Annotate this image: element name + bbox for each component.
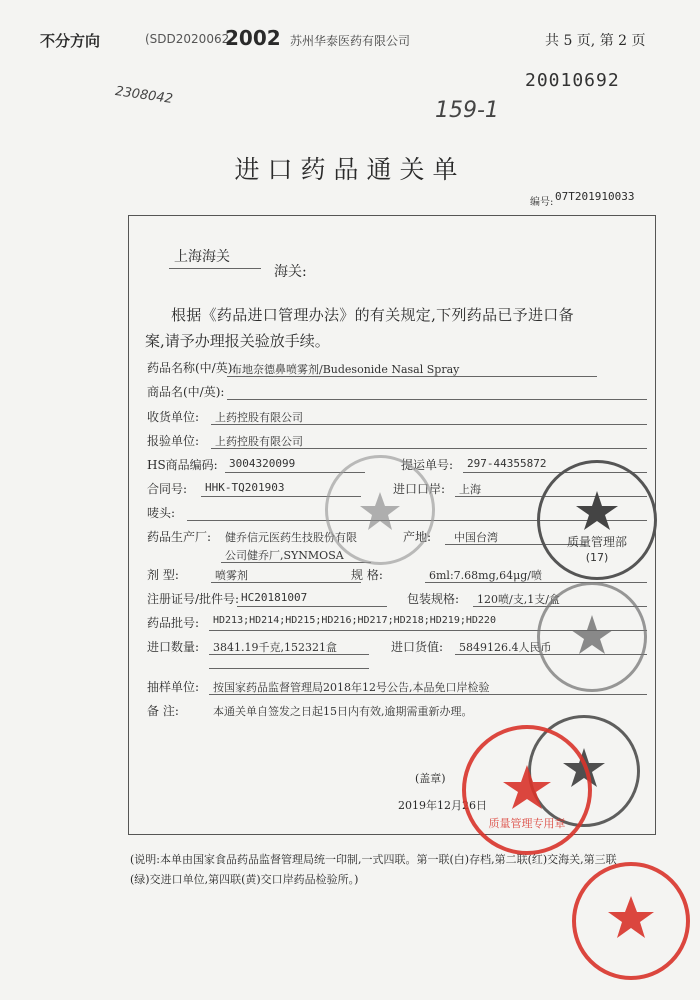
- orientation-note: 不分方向: [40, 32, 101, 50]
- spec-value: 6ml:7.68mg,64μg/喷: [429, 569, 543, 582]
- shangyao-seal-num: (17): [585, 551, 609, 564]
- serial-label: 编号:: [530, 197, 554, 208]
- import-port-label: 进口口岸:: [393, 482, 446, 496]
- hs-code-value: 3004320099: [229, 457, 296, 470]
- consignee-value: 上药控股有限公司: [215, 411, 303, 424]
- sampling-line: [209, 694, 647, 695]
- quantity-label: 进口数量:: [147, 640, 200, 654]
- intro-line-2: 案,请予办理报关验放手续。: [145, 332, 330, 350]
- remark-value: 本通关单自签发之日起15日内有效,逾期需重新办理。: [213, 705, 473, 718]
- drug-name-label: 药品名称(中/英):: [147, 361, 237, 375]
- quantity-extra-line: [209, 668, 369, 669]
- document-code-prefix: (SDD2020062: [145, 32, 230, 46]
- quantity-value: 3841.19千克,152321盒: [213, 641, 337, 654]
- declarer-value: 上药控股有限公司: [215, 435, 303, 448]
- suzhou-red-seal: [572, 862, 690, 980]
- shangyao-seal-center: 质量管理部: [566, 535, 627, 549]
- bill-no-value: 297-44355872: [467, 457, 547, 470]
- package-spec-value: 120喷/支,1支/盒: [477, 593, 560, 606]
- customs-underline: [169, 268, 261, 269]
- value-value: 5849126.4人民币: [459, 641, 552, 654]
- spec-line: [425, 582, 647, 583]
- manufacturer-value-1: 健乔信元医药生技股份有限: [225, 531, 357, 544]
- import-port-value: 上海: [459, 483, 481, 496]
- manufacturer-label: 药品生产厂:: [147, 530, 212, 544]
- handwritten-note-left: 2308042: [114, 84, 174, 107]
- document-code-year: 2002: [225, 26, 281, 50]
- contract-value: HHK-TQ201903: [205, 481, 285, 494]
- chongqing-red-seal: [462, 725, 592, 855]
- reg-no-label: 注册证号/批件号:: [147, 592, 240, 606]
- dosage-form-value: 喷雾剂: [215, 569, 248, 582]
- consignee-label: 收货单位:: [147, 410, 200, 424]
- value-label: 进口货值:: [391, 640, 444, 654]
- chongqing-seal-center: 质量管理专用章: [488, 817, 566, 830]
- intro-line-1: 根据《药品进口管理办法》的有关规定,下列药品已予进口备: [171, 306, 574, 324]
- trade-name-line: [227, 399, 647, 400]
- origin-label: 产地:: [403, 530, 432, 544]
- document-title: 进口药品通关单: [234, 155, 466, 184]
- spec-label: 规 格:: [351, 568, 383, 582]
- consignee-line: [211, 424, 647, 425]
- shangyao-quality-seal: [537, 460, 657, 580]
- marks-label: 唛头:: [147, 506, 176, 520]
- package-spec-label: 包装规格:: [407, 592, 460, 606]
- batch-value: HD213;HD214;HD215;HD216;HD217;HD218;HD219;HD220: [213, 615, 496, 626]
- quantity-line: [209, 654, 369, 655]
- origin-value: 中国台湾: [454, 531, 498, 544]
- batch-label: 药品批号:: [147, 616, 200, 630]
- page-info: 共 5 页, 第 2 页: [545, 33, 646, 49]
- customs-suffix: 海关:: [274, 264, 307, 280]
- contract-label: 合同号:: [147, 482, 188, 496]
- shanghai-logistics-seal: [537, 582, 647, 692]
- declarer-label: 报验单位:: [147, 434, 200, 448]
- footnote: (说明:本单由国家食品药品监督管理局统一印制,一式四联。第一联(白)存档,第二联(红)交海关,第三联(绿)交进口单位,第四联(黄)交口岸药品检验所。): [130, 853, 617, 886]
- declarer-line: [211, 448, 647, 449]
- customs-name: 上海海关: [174, 249, 230, 265]
- seal-note: (盖章): [415, 772, 446, 785]
- remark-label: 备 注:: [147, 704, 179, 718]
- sampling-label: 抽样单位:: [147, 680, 200, 694]
- manufacturer-value-2: 公司健乔厂,SYNMOSA: [225, 549, 344, 562]
- serial-number: 07T201910033: [555, 190, 635, 203]
- drug-name-line: [227, 376, 597, 377]
- drug-name-value: 布地奈德鼻喷雾剂/Budesonide Nasal Spray: [231, 363, 460, 376]
- manufacturer-line: [221, 562, 371, 563]
- stamped-number: 20010692: [525, 70, 620, 91]
- hs-code-label: HS商品编码:: [147, 458, 218, 472]
- issue-date: 2019年12月26日: [398, 799, 487, 812]
- sampling-value: 按国家药品监督管理局2018年12号公告,本品免口岸检验: [213, 681, 490, 694]
- handwritten-note-right: 159-1: [435, 98, 499, 123]
- header-company: 苏州华泰医药有限公司: [290, 34, 411, 48]
- dosage-form-label: 剂 型:: [147, 568, 179, 582]
- reg-no-line: [237, 606, 387, 607]
- gray-logistics-seal: [325, 455, 435, 565]
- reg-no-value: HC20181007: [241, 591, 308, 604]
- dosage-form-line: [211, 582, 361, 583]
- bill-no-label: 提运单号:: [401, 458, 454, 472]
- trade-name-label: 商品名(中/英):: [147, 385, 225, 399]
